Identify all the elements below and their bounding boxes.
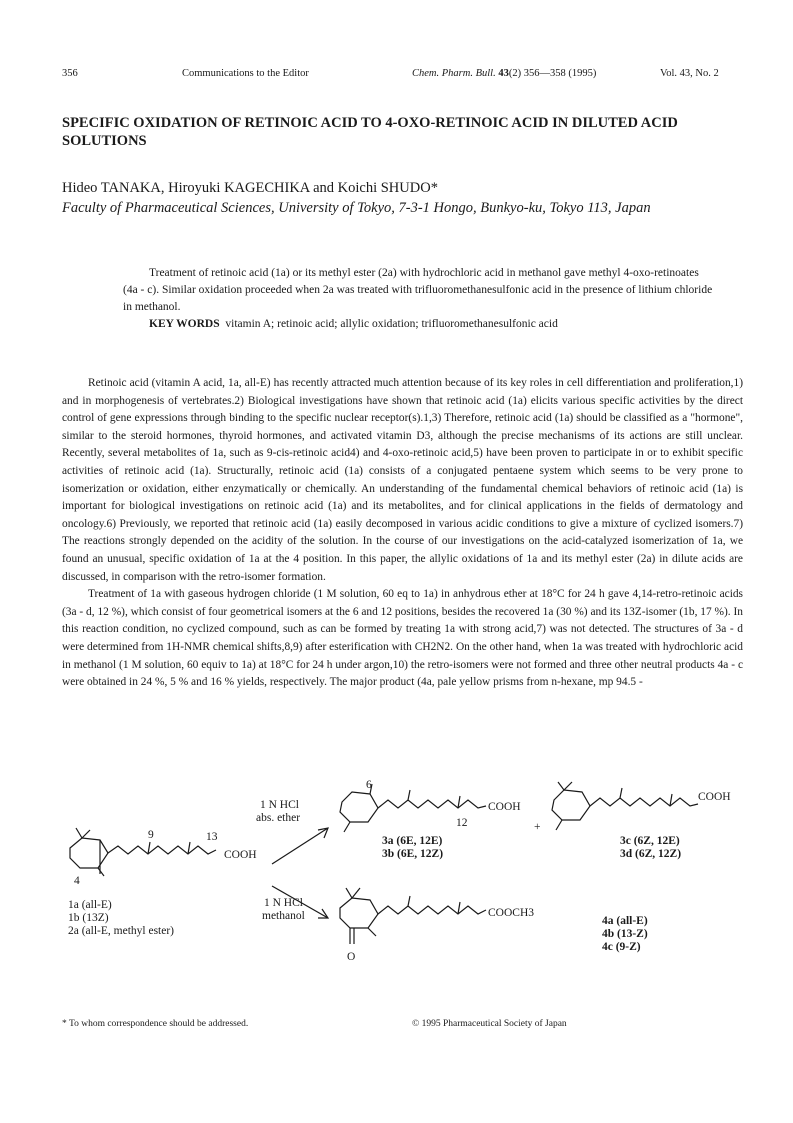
condition-lower-reagent: 1 N HCl	[264, 897, 303, 909]
copyright: © 1995 Pharmaceutical Society of Japan	[412, 1019, 567, 1029]
abstract	[123, 265, 713, 333]
p3-label-6: 6	[366, 779, 372, 791]
sm-label-13: 13	[206, 831, 218, 843]
authors: Hideo TANAKA, Hiroyuki KAGECHIKA and Koichi SHUDO*	[62, 180, 438, 196]
plus-sign: +	[534, 821, 541, 833]
condition-upper-solvent: abs. ether	[256, 812, 301, 824]
body-paragraph-2: Treatment of 1a with gaseous hydrogen chloride (1 M solution, 60 eq to 1a) in anhydrous ether at 18°C for 24 h gave 4,14-retro-retinoic acids (3a - d, 12 %), which consist of four geometrical isomers at the 6 and 12 positions, besides the recovered 1a (30 %) and its 13Z-isomer (1b, 17 %). In this reaction condition, no cyclized compound, such as can be formed by treating 1a with strong acid,7) was not detected. The structures of 3a - d were determined from 1H-NMR chemical shifts,8,9) after esterification with CH2N2. On the other hand, when 1a was treated with hydrochloric acid in methanol (1 M solution, 60 equiv to 1a) at 18°C for 24 h under argon,10) the retro-isomers were not formed and three other neutral products 4a - c were obtained in 24 %, 5 % and 16 % yields, respectively. The major product (4a, pale yellow prisms from n-hexane, mp 94.5 -	[62, 588, 743, 689]
journal-pages: (2) 356—358 (1995)	[508, 68, 597, 79]
compound-4a: 4a (all-E)	[602, 915, 648, 927]
article-title: SPECIFIC OXIDATION OF RETINOIC ACID TO 4-OXO-RETINOIC ACID IN DILUTED ACID SOLUTIONS	[62, 115, 678, 149]
compound-1a: 1a (all-E)	[68, 899, 112, 911]
journal-citation	[412, 68, 596, 79]
page-number: 356	[62, 68, 78, 79]
running-section: Communications to the Editor	[182, 68, 309, 79]
keywords-list: vitamin A; retinoic acid; allylic oxidation; trifluoromethanesulfonic acid	[225, 318, 558, 330]
sm-label-9: 9	[148, 829, 154, 841]
keywords	[123, 316, 713, 333]
p3c-cooh: COOH	[698, 791, 731, 803]
footnote: * To whom correspondence should be addressed.	[62, 1019, 249, 1029]
article-body	[62, 375, 743, 692]
affiliation: Faculty of Pharmaceutical Sciences, University of Tokyo, 7-3-1 Hongo, Bunkyo-ku, Tokyo 113, Japan	[62, 200, 651, 216]
p3-label-12: 12	[456, 817, 468, 829]
p3-cooh: COOH	[488, 801, 521, 813]
sm-cooh: COOH	[224, 849, 257, 861]
compound-2a: 2a (all-E, methyl ester)	[68, 925, 175, 937]
compound-3b: 3b (6E, 12Z)	[382, 848, 444, 860]
reaction-scheme	[60, 778, 750, 978]
keywords-label: KEY WORDS	[149, 318, 220, 330]
compound-3d: 3d (6Z, 12Z)	[620, 848, 682, 860]
compound-3c: 3c (6Z, 12E)	[620, 835, 680, 847]
p4-ester: COOCH3	[488, 907, 535, 919]
condition-lower-solvent: methanol	[262, 910, 305, 922]
compound-4c: 4c (9-Z)	[602, 941, 641, 953]
journal-volume: 43	[498, 68, 509, 79]
journal-name: Chem. Pharm. Bull.	[412, 68, 496, 79]
sm-label-4: 4	[74, 875, 80, 887]
compound-3a: 3a (6E, 12E)	[382, 835, 443, 847]
p4-oxo: O	[347, 951, 356, 963]
compound-4b: 4b (13-Z)	[602, 928, 648, 940]
compound-1b: 1b (13Z)	[68, 912, 109, 924]
abstract-text: Treatment of retinoic acid (1a) or its methyl ester (2a) with hydrochloric acid in methanol gave methyl 4-oxo-retinoates (4a - c). Similar oxidation proceeded when 2a was treated with trifluoromethanesulfonic acid in the presence of lithium chloride in methanol.	[123, 267, 713, 313]
body-paragraph-1: Retinoic acid (vitamin A acid, 1a, all-E) has recently attracted much attention because of its key roles in cell differentiation and proliferation,1) and in morphogenesis of vertebrates.2) Biological investigations have shown that retinoic acid (1a) elicits various specific activities by the direct control of gene expressions through binding to the specific nuclear receptor(s).1,3) Therefore, retinoic acid (1a) should be classified as a "hormone", similar to the steroid hormones, thyroid hormones, and activated vitamin D3, although the precise mechanisms of its actions are still unclear. Recently, several metabolites of 1a, such as 9-cis-retinoic acid4) and 4-oxo-retinoic acid,5) have been proven to participate in or to exhibit specific activities of retinoic acid (1a). Structurally, retinoic acid (1a) consists of a conjugated pentaene system which seems to be very prone to isomerization or oxidation, either enzymatically or chemically. An understanding of the fundamental chemical behaviors of retinoic acid (1a) is important for biological investigations on retinoic acid (1a) and its metabolites, and for clinical applications in the fields of dermatology and oncology.6) Previously, we reported that retinoic acid (1a) easily decomposed in various acidic conditions to give a mixture of cyclized isomers.7) The reactions strongly depended on the acidity of the solution. In the course of our investigations on the acid-catalyzed isomerization of 1a, we found an unusual, specific oxidation of 1a at the 4 position. In this paper, the allylic oxidations of 1a and its methyl ester (2a) in dilute acids are discussed, in comparison with the retro-isomer formation.	[62, 377, 743, 583]
structure-4-oxo-methyl-retinoate	[340, 888, 486, 944]
volume-issue: Vol. 43, No. 2	[660, 68, 719, 79]
structure-retro-isomer-6Z	[552, 782, 698, 830]
condition-upper-reagent: 1 N HCl	[260, 799, 299, 811]
arrow-upper	[272, 828, 328, 864]
structure-retinoic-acid	[70, 828, 216, 876]
